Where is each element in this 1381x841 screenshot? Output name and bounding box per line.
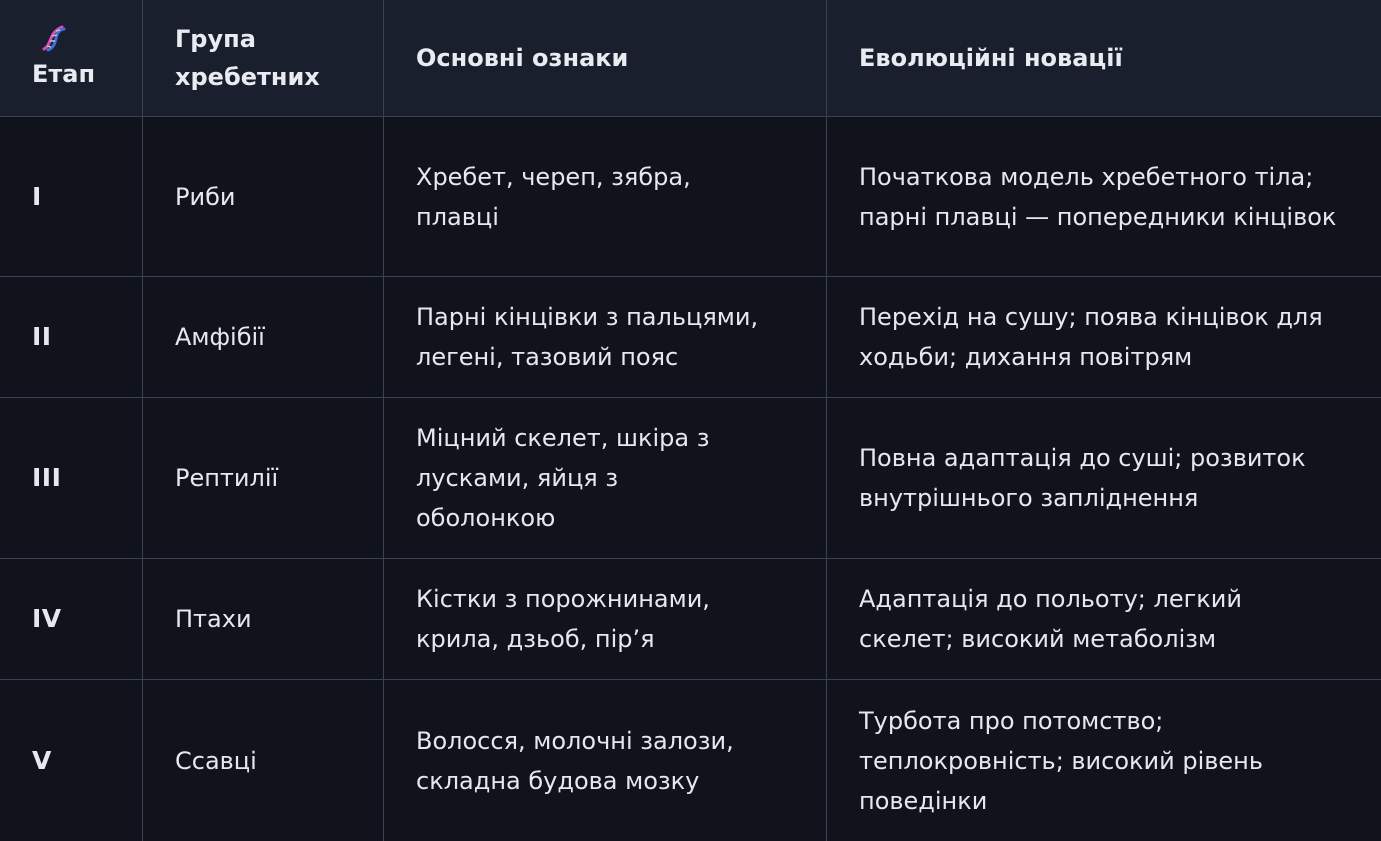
dna-icon <box>38 23 68 53</box>
features-text: Міцний скелет, шкіра з лусками, яйця з оболонкою <box>416 424 710 532</box>
table-row-stage <box>0 277 143 398</box>
group-name: Риби <box>175 182 236 211</box>
header-features <box>384 0 827 117</box>
table-row-stage <box>0 559 143 680</box>
header-group-label: Група хребетних <box>175 25 320 91</box>
table-row-group <box>143 680 384 841</box>
header-group <box>143 0 384 117</box>
group-name: Ссавці <box>175 746 257 775</box>
innovations-text: Повна адаптація до суші; розвиток внутрішнього запліднення <box>859 444 1306 512</box>
table-row-innovations <box>827 559 1381 680</box>
table-row-innovations <box>827 117 1381 277</box>
stage-number: I <box>32 181 42 211</box>
table-row-features <box>384 680 827 841</box>
innovations-text: Адаптація до польоту; легкий скелет; високий метаболізм <box>859 585 1242 653</box>
table-row-stage <box>0 398 143 559</box>
stage-number: IV <box>32 604 62 633</box>
table-row-features <box>384 277 827 398</box>
table-row-stage <box>0 117 143 277</box>
innovations-text: Початкова модель хребетного тіла; парні плавці — попередники кінцівок <box>859 162 1337 231</box>
table-row-features <box>384 559 827 680</box>
table-row-innovations <box>827 398 1381 559</box>
table-row-group <box>143 559 384 680</box>
table-row-group <box>143 277 384 398</box>
header-stage-label: Етап <box>32 60 96 88</box>
header-innovations-label: Еволюційні новації <box>859 44 1123 72</box>
table-row-innovations <box>827 680 1381 841</box>
table-row-features <box>384 117 827 277</box>
features-text: Хребет, череп, зябра, плавці <box>416 162 691 231</box>
header-innovations <box>827 0 1381 117</box>
table-row-innovations <box>827 277 1381 398</box>
innovations-text: Перехід на сушу; поява кінцівок для ходьби; дихання повітрям <box>859 303 1323 371</box>
features-text: Волосся, молочні залози, складна будова мозку <box>416 726 734 795</box>
group-name: Птахи <box>175 605 252 633</box>
features-text: Кістки з порожнинами, крила, дзьоб, пір’я <box>416 585 710 653</box>
table-row-group <box>143 117 384 277</box>
table-row-group <box>143 398 384 559</box>
header-features-label: Основні ознаки <box>416 44 629 72</box>
innovations-text: Турбота про потомство; теплокровність; високий рівень поведінки <box>859 706 1264 815</box>
table-row-stage <box>0 680 143 841</box>
group-name: Амфібії <box>175 323 265 351</box>
stage-number: III <box>32 463 62 492</box>
features-text: Парні кінцівки з пальцями, легені, тазовий пояс <box>416 303 759 371</box>
stage-number: V <box>32 745 52 775</box>
table-row-features <box>384 398 827 559</box>
group-name: Рептилії <box>175 464 279 492</box>
stage-number: II <box>32 322 52 351</box>
header-stage <box>0 0 143 117</box>
